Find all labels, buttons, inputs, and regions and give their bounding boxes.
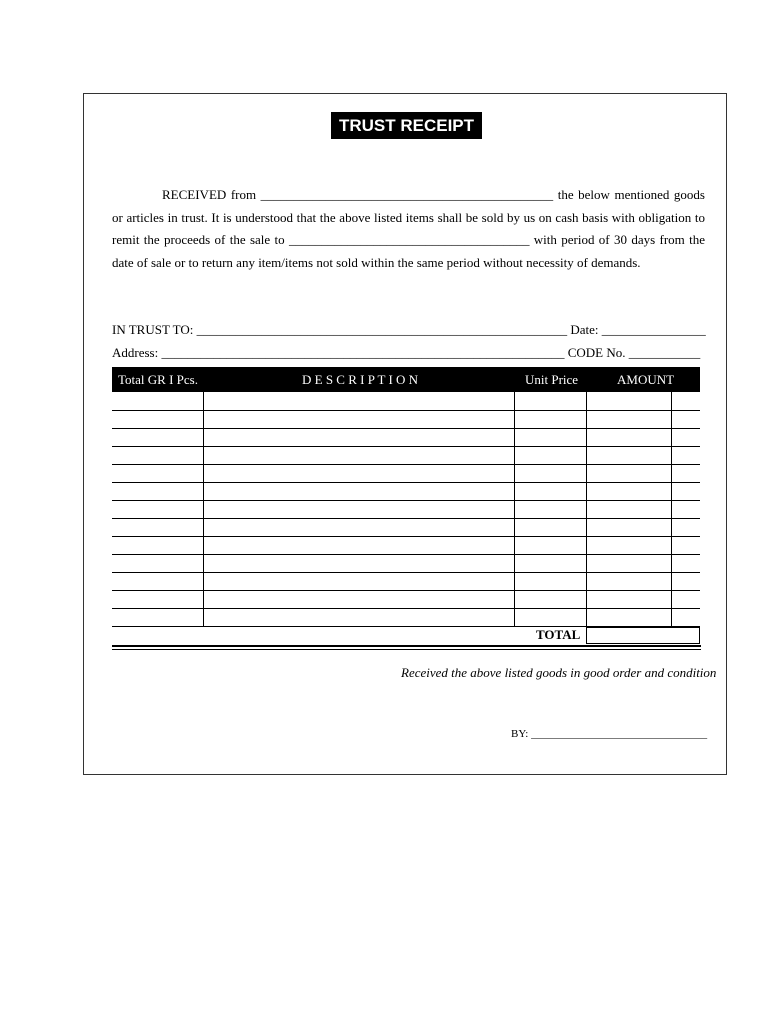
- table-row: [112, 428, 700, 429]
- table-row: [112, 464, 700, 465]
- table-header: [112, 367, 700, 392]
- header-description: D E S C R I P T I O N: [302, 372, 419, 387]
- table-row: [112, 590, 700, 591]
- table-row: [112, 536, 700, 537]
- table-row: [112, 500, 700, 501]
- total-amount-box: [586, 627, 700, 644]
- table-row: [112, 446, 700, 447]
- table-row: [112, 410, 700, 411]
- column-divider: [203, 392, 204, 627]
- table-row: [112, 554, 700, 555]
- header-amount: AMOUNT: [617, 372, 675, 387]
- paragraph-text: RECEIVED from _____________________________________________ the below mentioned goods or articles in trust. It is understood that the above listed items shall be sold by us on cash basis with obligation to remit the proceeds of the sale to _____________________________________ with period of 30 days from the date of sale or to return any item/items not sold within the same period without necessity of demands.: [112, 187, 705, 270]
- table-row: [112, 518, 700, 519]
- total-double-rule: [112, 645, 701, 647]
- column-divider: [514, 392, 515, 627]
- table-row: [112, 482, 700, 483]
- address-line: Address: ______________________________________________________________ CODE No. ___________: [112, 345, 701, 360]
- column-divider: [671, 392, 672, 627]
- table-row: [112, 572, 700, 573]
- total-label: TOTAL: [536, 627, 581, 642]
- receipt-paragraph: [112, 184, 705, 274]
- signature-by-line: BY: ________________________________: [511, 728, 708, 740]
- total-double-rule: [112, 649, 701, 650]
- header-unit-price: Unit Price: [525, 372, 579, 387]
- table-row: [112, 608, 700, 609]
- document-title: TRUST RECEIPT: [331, 112, 482, 139]
- header-total-pcs: Total GR I Pcs.: [118, 372, 198, 387]
- received-note: Received the above listed goods in good order and condition: [401, 665, 717, 680]
- column-divider: [586, 392, 587, 627]
- in-trust-to-line: IN TRUST TO: _________________________________________________________ Date: ________________: [112, 322, 706, 337]
